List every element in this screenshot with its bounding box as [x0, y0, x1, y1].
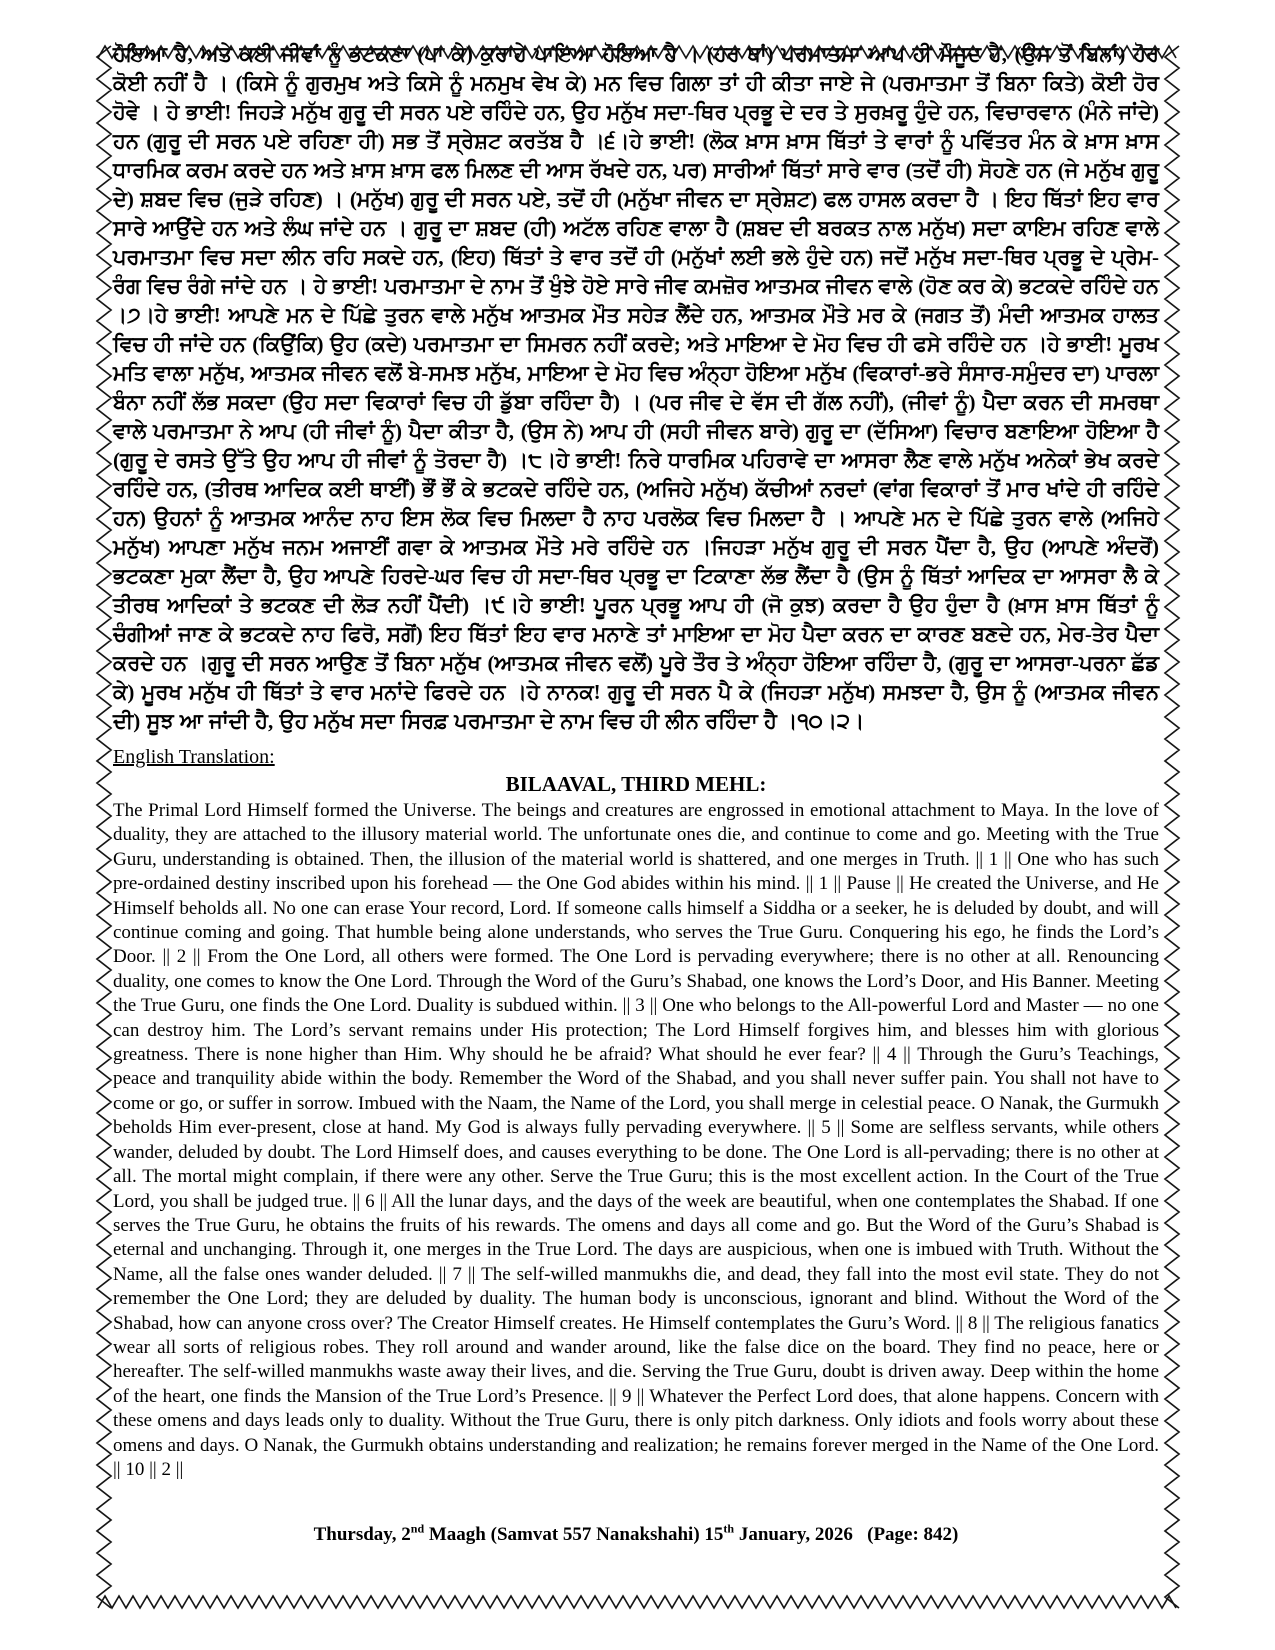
footer-ordinal-nd: nd	[410, 1521, 425, 1536]
translation-paragraph: The Primal Lord Himself formed the Universe. The beings and creatures are engrossed in emotional attachment to Maya. In the love of duality, they are attached to the illusory material world. The unfortunate ones die, and continue to come and go. Meeting with the True Guru, understanding is obtained. Then, the illusion of the material world is shattered, and one merges in Truth. || 1 || One who has such pre-ordained destiny inscribed upon his forehead — the One God abides within his mind. || 1 || Pause || He created the Universe, and He Himself beholds all. No one can erase Your record, Lord. If someone calls himself a Siddha or a seeker, he is deluded by doubt, and will continue coming and going. That humble being alone understands, who serves the True Guru. Conquering his ego, he finds the Lord’s Door. || 2 || From the One Lord, all others were formed. The One Lord is pervading everywhere; there is no other at all. Renouncing duality, one comes to know the One Lord. Through the Word of the Guru’s Shabad, one knows the Lord’s Door, and His Banner. Meeting the True Guru, one finds the One Lord. Duality is subdued within. || 3 || One who belongs to the All-powerful Lord and Master — no one can destroy him. The Lord’s servant remains under His protection; The Lord Himself forgives him, and blesses him with glorious greatness. There is none higher than Him. Why should he be afraid? What should he ever fear? || 4 || Through the Guru’s Teachings, peace and tranquility abide within the body. Remember the Word of the Shabad, and you shall never suffer pain. You shall not have to come or go, or suffer in sorrow. Imbued with the Naam, the Name of the Lord, you shall merge in celestial peace. O Nanak, the Gurmukh beholds Him ever-present, close at hand. My God is always fully pervading everywhere. || 5 || Some are selfless servants, while others wander, deluded by doubt. The Lord Himself does, and causes everything to be done. The One Lord is all-pervading; there is no other at all. The mortal might complain, if there were any other. Serve the True Guru; this is the most excellent action. In the Court of the True Lord, you shall be judged true. || 6 || All the lunar days, and the days of the week are beautiful, when one contemplates the Shabad. If one serves the True Guru, he obtains the fruits of his rewards. The omens and days all come and go. But the Word of the Guru’s Shabad is eternal and unchanging. Through it, one merges in the True Lord. The days are auspicious, when one is imbued with Truth. Without the Name, all the false ones wander deluded. || 7 || The self-willed manmukhs die, and dead, they fall into the most evil state. They do not remember the One Lord; they are deluded by duality. The human body is unconscious, ignorant and blind. Without the Word of the Shabad, how can anyone cross over? The Creator Himself creates. He Himself contemplates the Guru’s Word. || 8 || The religious fanatics wear all sorts of religious robes. They roll around and wander around, like the false dice on the board. They find no peace, here or hereafter. The self-willed manmukhs waste away their lives, and die. Serving the True Guru, doubt is driven away. Deep within the home of the heart, one finds the Mansion of the True Lord’s Presence. || 9 || Whatever the Perfect Lord does, that alone happens. Concern with these omens and days leads only to duality. Without the True Guru, there is only pitch darkness. Only idiots and fools worry about these omens and days. O Nanak, the Gurmukh obtains understanding and realization; he remains forever merged in the Name of the One Lord. || 10 || 2 ||	[113, 800, 1159, 1480]
footer-date-part1: Thursday, 2	[313, 1524, 411, 1545]
zigzag-border-left	[97, 46, 111, 1608]
footer-date-part2: Maagh (Samvat 557 Nanakshahi) 15	[424, 1524, 724, 1545]
footer-ordinal-th: th	[723, 1521, 735, 1536]
shabad-heading: BILAAVAL, THIRD MEHL:	[505, 772, 767, 796]
footer-line	[113, 1521, 1159, 1546]
footer-date-part3: January, 2026 (Page: 842)	[734, 1524, 959, 1545]
zigzag-border-bottom	[98, 1596, 1176, 1608]
gurmukhi-commentary: ਹੋਇਆ ਹੈ, ਅਤੇ ਕਈ ਜੀਵਾਂ ਨੂੰ ਭਟਕਣਾ (ਪਾ ਕੇ) ਕੁਰਾਹੇ ਪਾਇਆ ਹੋਇਆ ਹੈ । (ਹਰ ਥਾਂ) ਪਰਮਾਤਮਾ ਆਪ ਹੀ ਮੌਜੂਦ ਹੈ, (ਉਸ ਤੋਂ ਬਿਨਾਂ) ਹੋਰ ਕੋਈ ਨਹੀਂ ਹੈ । (ਕਿਸੇ ਨੂੰ ਗੁਰਮੁਖ ਅਤੇ ਕਿਸੇ ਨੂੰ ਮਨਮੁਖ ਵੇਖ ਕੇ) ਮਨ ਵਿਚ ਗਿਲਾ ਤਾਂ ਹੀ ਕੀਤਾ ਜਾਏ ਜੇ (ਪਰਮਾਤਮਾ ਤੋਂ ਬਿਨਾ ਕਿਤੇ) ਕੋਈ ਹੋਰ ਹੋਵੇ । ਹੇ ਭਾਈ! ਜਿਹੜੇ ਮਨੁੱਖ ਗੁਰੂ ਦੀ ਸਰਨ ਪਏ ਰਹਿੰਦੇ ਹਨ, ਉਹ ਮਨੁੱਖ ਸਦਾ-ਥਿਰ ਪ੍ਰਭੂ ਦੇ ਦਰ ਤੇ ਸੁਰਖ਼ਰੂ ਹੁੰਦੇ ਹਨ, ਵਿਚਾਰਵਾਨ (ਮੰਨੇ ਜਾਂਦੇ) ਹਨ (ਗੁਰੂ ਦੀ ਸਰਨ ਪਏ ਰਹਿਣਾ ਹੀ) ਸਭ ਤੋਂ ਸ੍ਰੇਸ਼ਟ ਕਰਤੱਬ ਹੈ ।੬।ਹੇ ਭਾਈ! (ਲੋਕ ਖ਼ਾਸ ਖ਼ਾਸ ਥਿੱਤਾਂ ਤੇ ਵਾਰਾਂ ਨੂੰ ਪਵਿੱਤਰ ਮੰਨ ਕੇ ਖ਼ਾਸ ਖ਼ਾਸ ਧਾਰਮਿਕ ਕਰਮ ਕਰਦੇ ਹਨ ਅਤੇ ਖ਼ਾਸ ਖ਼ਾਸ ਫਲ ਮਿਲਣ ਦੀ ਆਸ ਰੱਖਦੇ ਹਨ, ਪਰ) ਸਾਰੀਆਂ ਥਿੱਤਾਂ ਸਾਰੇ ਵਾਰ (ਤਦੋਂ ਹੀ) ਸੋਹਣੇ ਹਨ (ਜੇ ਮਨੁੱਖ ਗੁਰੂ ਦੇ) ਸ਼ਬਦ ਵਿਚ (ਜੁੜੇ ਰਹਿਣ) । (ਮਨੁੱਖ) ਗੁਰੂ ਦੀ ਸਰਨ ਪਏ, ਤਦੋਂ ਹੀ (ਮਨੁੱਖਾ ਜੀਵਨ ਦਾ ਸ੍ਰੇਸ਼ਟ) ਫਲ ਹਾਸਲ ਕਰਦਾ ਹੈ । ਇਹ ਥਿੱਤਾਂ ਇਹ ਵਾਰ ਸਾਰੇ ਆਉਂਦੇ ਹਨ ਅਤੇ ਲੰਘ ਜਾਂਦੇ ਹਨ । ਗੁਰੂ ਦਾ ਸ਼ਬਦ (ਹੀ) ਅਟੱਲ ਰਹਿਣ ਵਾਲਾ ਹੈ (ਸ਼ਬਦ ਦੀ ਬਰਕਤ ਨਾਲ ਮਨੁੱਖ) ਸਦਾ ਕਾਇਮ ਰਹਿਣ ਵਾਲੇ ਪਰਮਾਤਮਾ ਵਿਚ ਸਦਾ ਲੀਨ ਰਹਿ ਸਕਦੇ ਹਨ, (ਇਹ) ਥਿੱਤਾਂ ਤੇ ਵਾਰ ਤਦੋਂ ਹੀ (ਮਨੁੱਖਾਂ ਲਈ ਭਲੇ ਹੁੰਦੇ ਹਨ) ਜਦੋਂ ਮਨੁੱਖ ਸਦਾ-ਥਿਰ ਪ੍ਰਭੂ ਦੇ ਪ੍ਰੇਮ-ਰੰਗ ਵਿਚ ਰੰਗੇ ਜਾਂਦੇ ਹਨ । ਹੇ ਭਾਈ! ਪਰਮਾਤਮਾ ਦੇ ਨਾਮ ਤੋਂ ਖੁੰਝੇ ਹੋਏ ਸਾਰੇ ਜੀਵ ਕਮਜ਼ੋਰ ਆਤਮਕ ਜੀਵਨ ਵਾਲੇ (ਹੋਣ ਕਰ ਕੇ) ਭਟਕਦੇ ਰਹਿੰਦੇ ਹਨ ।੭।ਹੇ ਭਾਈ! ਆਪਣੇ ਮਨ ਦੇ ਪਿੱਛੇ ਤੁਰਨ ਵਾਲੇ ਮਨੁੱਖ ਆਤਮਕ ਮੌਤ ਸਹੇੜ ਲੈਂਦੇ ਹਨ, ਆਤਮਕ ਮੌਤੇ ਮਰ ਕੇ (ਜਗਤ ਤੋਂ) ਮੰਦੀ ਆਤਮਕ ਹਾਲਤ ਵਿਚ ਹੀ ਜਾਂਦੇ ਹਨ (ਕਿਉਂਕਿ) ਉਹ (ਕਦੇ) ਪਰਮਾਤਮਾ ਦਾ ਸਿਮਰਨ ਨਹੀਂ ਕਰਦੇ; ਅਤੇ ਮਾਇਆ ਦੇ ਮੋਹ ਵਿਚ ਹੀ ਫਸੇ ਰਹਿੰਦੇ ਹਨ ।ਹੇ ਭਾਈ! ਮੂਰਖ ਮਤਿ ਵਾਲਾ ਮਨੁੱਖ, ਆਤਮਕ ਜੀਵਨ ਵਲੋਂ ਬੇ-ਸਮਝ ਮਨੁੱਖ, ਮਾਇਆ ਦੇ ਮੋਹ ਵਿਚ ਅੰਨ੍ਹਾ ਹੋਇਆ ਮਨੁੱਖ (ਵਿਕਾਰਾਂ-ਭਰੇ ਸੰਸਾਰ-ਸਮੁੰਦਰ ਦਾ) ਪਾਰਲਾ ਬੰਨਾ ਨਹੀਂ ਲੱਭ ਸਕਦਾ (ਉਹ ਸਦਾ ਵਿਕਾਰਾਂ ਵਿਚ ਹੀ ਡੁੱਬਾ ਰਹਿੰਦਾ ਹੈ) । (ਪਰ ਜੀਵ ਦੇ ਵੱਸ ਦੀ ਗੱਲ ਨਹੀਂ), (ਜੀਵਾਂ ਨੂੰ) ਪੈਦਾ ਕਰਨ ਦੀ ਸਮਰਥਾ ਵਾਲੇ ਪਰਮਾਤਮਾ ਨੇ ਆਪ (ਹੀ ਜੀਵਾਂ ਨੂੰ) ਪੈਦਾ ਕੀਤਾ ਹੈ, (ਉਸ ਨੇ) ਆਪ ਹੀ (ਸਹੀ ਜੀਵਨ ਬਾਰੇ) ਗੁਰੂ ਦਾ (ਦੱਸਿਆ) ਵਿਚਾਰ ਬਣਾਇਆ ਹੋਇਆ ਹੈ (ਗੁਰੂ ਦੇ ਰਸਤੇ ਉੱਤੇ ਉਹ ਆਪ ਹੀ ਜੀਵਾਂ ਨੂੰ ਤੋਰਦਾ ਹੈ) ।੮।ਹੇ ਭਾਈ! ਨਿਰੇ ਧਾਰਮਿਕ ਪਹਿਰਾਵੇ ਦਾ ਆਸਰਾ ਲੈਣ ਵਾਲੇ ਮਨੁੱਖ ਅਨੇਕਾਂ ਭੇਖ ਕਰਦੇ ਰਹਿੰਦੇ ਹਨ, (ਤੀਰਥ ਆਦਿਕ ਕਈ ਥਾਈਂ) ਭੌਂ ਭੌਂ ਕੇ ਭਟਕਦੇ ਰਹਿੰਦੇ ਹਨ, (ਅਜਿਹੇ ਮਨੁੱਖ) ਕੱਚੀਆਂ ਨਰਦਾਂ (ਵਾਂਗ ਵਿਕਾਰਾਂ ਤੋਂ ਮਾਰ ਖਾਂਦੇ ਹੀ ਰਹਿੰਦੇ ਹਨ) ਉਹਨਾਂ ਨੂੰ ਆਤਮਕ ਆਨੰਦ ਨਾਹ ਇਸ ਲੋਕ ਵਿਚ ਮਿਲਦਾ ਹੈ ਨਾਹ ਪਰਲੋਕ ਵਿਚ ਮਿਲਦਾ ਹੈ । ਆਪਣੇ ਮਨ ਦੇ ਪਿੱਛੇ ਤੁਰਨ ਵਾਲੇ (ਅਜਿਹੇ ਮਨੁੱਖ) ਆਪਣਾ ਮਨੁੱਖ ਜਨਮ ਅਜਾਈਂ ਗਵਾ ਕੇ ਆਤਮਕ ਮੌਤੇ ਮਰੇ ਰਹਿੰਦੇ ਹਨ ।ਜਿਹੜਾ ਮਨੁੱਖ ਗੁਰੂ ਦੀ ਸਰਨ ਪੈਂਦਾ ਹੈ, ਉਹ (ਆਪਣੇ ਅੰਦਰੋਂ) ਭਟਕਣਾ ਮੁਕਾ ਲੈਂਦਾ ਹੈ, ਉਹ ਆਪਣੇ ਹਿਰਦੇ-ਘਰ ਵਿਚ ਹੀ ਸਦਾ-ਥਿਰ ਪ੍ਰਭੂ ਦਾ ਟਿਕਾਣਾ ਲੱਭ ਲੈਂਦਾ ਹੈ (ਉਸ ਨੂੰ ਥਿੱਤਾਂ ਆਦਿਕ ਦਾ ਆਸਰਾ ਲੈ ਕੇ ਤੀਰਥ ਆਦਿਕਾਂ ਤੇ ਭਟਕਣ ਦੀ ਲੋੜ ਨਹੀਂ ਪੈਂਦੀ) ।੯।ਹੇ ਭਾਈ! ਪੂਰਨ ਪ੍ਰਭੂ ਆਪ ਹੀ (ਜੋ ਕੁਝ) ਕਰਦਾ ਹੈ ਉਹ ਹੁੰਦਾ ਹੈ (ਖ਼ਾਸ ਖ਼ਾਸ ਥਿੱਤਾਂ ਨੂੰ ਚੰਗੀਆਂ ਜਾਣ ਕੇ ਭਟਕਦੇ ਨਾਹ ਫਿਰੋ, ਸਗੋਂ) ਇਹ ਥਿੱਤਾਂ ਇਹ ਵਾਰ ਮਨਾਣੇ ਤਾਂ ਮਾਇਆ ਦਾ ਮੋਹ ਪੈਦਾ ਕਰਨ ਦਾ ਕਾਰਣ ਬਣਦੇ ਹਨ, ਮੇਰ-ਤੇਰ ਪੈਦਾ ਕਰਦੇ ਹਨ ।ਗੁਰੂ ਦੀ ਸਰਨ ਆਉਣ ਤੋਂ ਬਿਨਾ ਮਨੁੱਖ (ਆਤਮਕ ਜੀਵਨ ਵਲੋਂ) ਪੂਰੇ ਤੌਰ ਤੇ ਅੰਨ੍ਹਾ ਹੋਇਆ ਰਹਿੰਦਾ ਹੈ, (ਗੁਰੂ ਦਾ ਆਸਰਾ-ਪਰਨਾ ਛੱਡ ਕੇ) ਮੂਰਖ ਮਨੁੱਖ ਹੀ ਥਿੱਤਾਂ ਤੇ ਵਾਰ ਮਨਾਂਦੇ ਫਿਰਦੇ ਹਨ ।ਹੇ ਨਾਨਕ! ਗੁਰੂ ਦੀ ਸਰਨ ਪੈ ਕੇ (ਜਿਹੜਾ ਮਨੁੱਖ) ਸਮਝਦਾ ਹੈ, ਉਸ ਨੂੰ (ਆਤਮਕ ਜੀਵਨ ਦੀ) ਸੂਝ ਆ ਜਾਂਦੀ ਹੈ, ਉਹ ਮਨੁੱਖ ਸਦਾ ਸਿਰਫ਼ ਪਰਮਾਤਮਾ ਦੇ ਨਾਮ ਵਿਚ ਹੀ ਲੀਨ ਰਹਿੰਦਾ ਹੈ ।੧੦।੨।	[113, 42, 1159, 733]
zigzag-border-right	[1165, 46, 1179, 1608]
english-translation-label: English Translation:	[113, 746, 275, 768]
page-content	[113, 40, 1159, 1482]
